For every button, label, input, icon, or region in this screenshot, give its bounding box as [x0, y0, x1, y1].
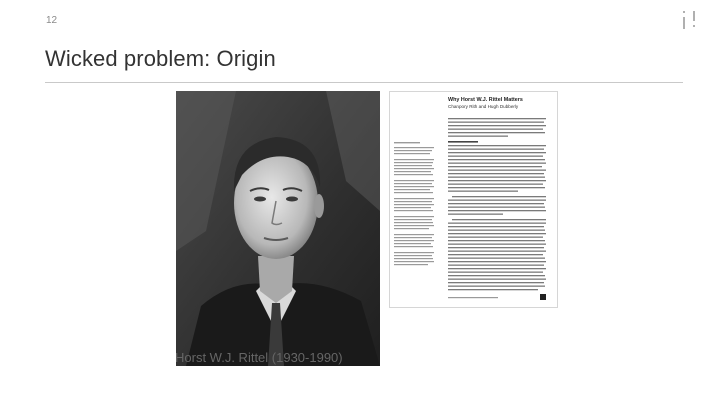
article-title: Why Horst W.J. Rittel Matters: [448, 97, 523, 103]
portrait-caption: Horst W.J. Rittel (1930-1990): [175, 350, 343, 365]
article-authors: Chanpory Rith and Hugh Dubberly: [448, 104, 519, 109]
slide-title: Wicked problem: Origin: [45, 46, 276, 71]
article-page-thumbnail: [389, 91, 558, 308]
page-number: 12: [46, 15, 58, 26]
brand-logo-icon: [679, 8, 701, 36]
portrait-photo: [176, 91, 380, 366]
title-divider: [45, 82, 683, 83]
